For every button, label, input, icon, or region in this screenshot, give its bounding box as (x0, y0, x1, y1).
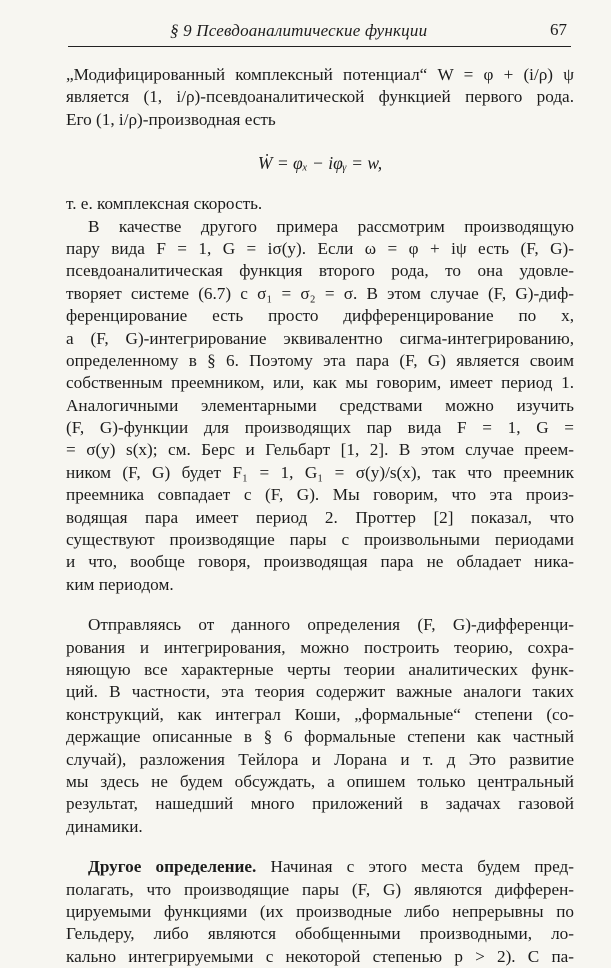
text-line (66, 856, 574, 878)
text-line: мы здесь не будем обсуждать, а опишем только центральный (66, 771, 574, 791)
heading-line-text: Начиная с этого места будем пред- (256, 857, 574, 877)
body-text (66, 64, 574, 968)
text-line: определенному в § 6. Поэтому эта пара (F, G) является своим (66, 350, 574, 370)
text-line: результат, нашедший много приложений в задачах газовой (66, 794, 574, 814)
text-line: Гельдеру, либо являются обобщенными производными, ло- (66, 924, 574, 944)
section-heading: Другое определение. (88, 857, 257, 877)
text-line: ференцирование есть просто дифференцирование по x, (66, 306, 574, 326)
text-line: псевдоаналитическая функция второго рода, то она удовле- (66, 261, 574, 281)
text-line: преемника совпадает с (F, G). Мы говорим, что эта произ- (66, 485, 574, 505)
text-line: творяет системе (6.7) с σ₁ = σ₂ = σ. В этом случае (F, G)-диф- (66, 283, 574, 303)
text-line: а (F, G)-интегрирование эквивалентно сигма-интегрированию, (66, 328, 574, 348)
text-line: рования и интегрирования, можно построить теорию, сохра- (66, 637, 574, 657)
text-line: т. е. комплексная скорость. (66, 194, 263, 214)
text-line: „Модифицированный комплексный потенциал“ W = φ + (i/ρ) ψ (66, 65, 574, 84)
text-line: В качестве другого примера рассмотрим производящую (88, 216, 574, 236)
text-line: существуют производящие пары с произвольными периодами (66, 530, 574, 550)
text-line: цируемыми функциями (их производные либо непрерывны по (66, 901, 574, 921)
text-line: держащие описанные в § 6 формальные степени как частный (66, 727, 574, 747)
text-line: Его (1, i/ρ)-производная есть (66, 109, 276, 129)
text-line: = σ(y) s(x); см. Берс и Гельбарт [1, 2]. В этом случае преем- (66, 440, 574, 460)
text-line: и что, вообще говоря, производящая пара не обладает ника- (66, 552, 574, 572)
text-line: динамики. (66, 816, 143, 836)
paragraph-second-example (66, 216, 574, 597)
text-line: собственным преемником, или, как мы говорим, имеет период 1. (66, 373, 574, 393)
paragraph-theory (66, 614, 574, 838)
paragraph-another-definition (66, 856, 574, 968)
text-line: конструкций, как интеграл Коши, „формальные“ степени (со- (66, 704, 574, 724)
text-line: водящая пара имеет период 2. Проттер [2] показал, что (66, 507, 574, 527)
text-line: полагать, что производящие пары (F, G) являются дифферен- (66, 879, 574, 899)
paragraph-spacer (66, 838, 574, 856)
display-formula: Ẇ = φₓ − iφᵧ = w, (257, 153, 383, 174)
text-line: Аналогичными элементарными средствами можно изучить (66, 395, 574, 415)
paragraph-modified-potential (66, 64, 574, 131)
text-line: няющую все характерные черты теории аналитических функ- (66, 659, 574, 679)
text-line: ким периодом. (66, 574, 174, 594)
text-line: Отправляясь от данного определения (F, G)-дифференци- (88, 615, 574, 635)
text-line: ником (F, G) будет F₁ = 1, G₁ = σ(y)/s(x), так что преемник (66, 462, 574, 482)
text-line: случай), разложения Тейлора и Лорана и т. д Это развитие (66, 749, 574, 769)
text-line: ций. В частности, эта теория содержит важные аналоги таких (66, 682, 574, 702)
page-header (68, 20, 571, 47)
text-line: пару вида F = 1, G = iσ(y). Если ω = φ + iψ есть (F, G)- (66, 238, 574, 258)
text-line: (F, G)-функции для производящих пар вида F = 1, G = (66, 418, 574, 438)
text-line: кально интегрируемыми с некоторой степенью p > 2). С па- (66, 946, 574, 966)
running-title: § 9 Псевдоаналитические функции (170, 21, 428, 40)
paragraph-spacer (66, 596, 574, 614)
page-number: 67 (550, 20, 567, 39)
text-line: является (1, i/ρ)-псевдоаналитической функцией первого рода. (66, 87, 574, 107)
